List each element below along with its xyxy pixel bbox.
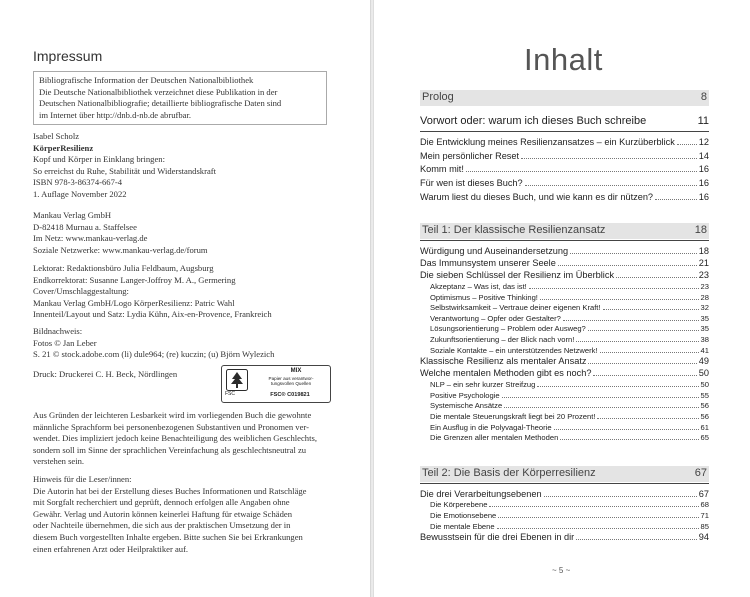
fsc-text	[254, 376, 328, 386]
hint-line: oder Nachteile übernehmen, die sich aus der praktischen Umsetzung der in	[33, 520, 291, 531]
toc-entry	[420, 164, 709, 174]
gender-note	[33, 410, 333, 468]
credits-line: Lektorat: Redaktionsbüro Julia Feldbaum, Augsburg	[33, 263, 214, 273]
page-number: ~ 5 ~	[552, 566, 571, 575]
toc-entry-label: Lösungsorientierung – Problem oder Ausweg?	[430, 324, 586, 334]
leader-dots	[655, 198, 697, 200]
fsc-tree-icon	[226, 369, 248, 391]
section-label: Vorwort oder: warum ich dieses Buch schreibe	[420, 115, 647, 127]
leader-dots	[489, 505, 698, 507]
fsc-code: FSC	[225, 391, 235, 397]
biblio-line: Deutschen Nationalbibliografie; detaillierte bibliografische Daten sind	[39, 98, 282, 109]
toc-entry	[420, 532, 709, 542]
book-info	[33, 131, 333, 201]
toc-entry	[420, 246, 709, 256]
toc-entry	[430, 511, 709, 520]
hint-line: mit Sorgfalt recherchiert und geprüft, dennoch erfolgen alle Angaben ohne	[33, 497, 290, 508]
gender-line: sondern soll im Sinne der sprachlichen Vereinfachung als geschlechtsneutral zu	[33, 444, 307, 455]
leader-dots	[525, 184, 697, 186]
toc-entry-label: Die drei Verarbeitungsebenen	[420, 489, 542, 499]
credits-line: Cover/Umschlaggestaltung:	[33, 286, 129, 297]
toc-entry	[430, 303, 709, 312]
fsc-text-line: Papier aus verantwor-	[268, 376, 314, 381]
toc-entry-label: Positive Psychologie	[430, 390, 500, 400]
toc-entry-label: Selbstwirksamkeit – Vertraue deiner eigenen Kraft!	[430, 303, 601, 313]
toc-entry-label: Die Entwicklung meines Resilienzansatzes – ein Kurzüberblick	[420, 137, 675, 147]
hint-line: Hinweis für die Leser/innen:	[33, 474, 132, 484]
toc-entry-label: Welche mentalen Methoden gibt es noch?	[420, 368, 592, 379]
leader-dots	[677, 143, 697, 145]
image-credits-line: Bildnachweis:	[33, 326, 83, 336]
toc-entry	[430, 391, 709, 400]
section-page: 11	[697, 115, 709, 127]
edition: 1. Auflage November 2022	[33, 188, 127, 199]
leader-dots	[497, 527, 699, 529]
toc-entry-page: 23	[700, 282, 709, 291]
leader-dots	[498, 516, 698, 518]
section-rule	[420, 483, 709, 484]
toc-entry	[420, 368, 709, 378]
leader-dots	[529, 287, 699, 289]
toc-entry-page: 49	[698, 356, 709, 367]
toc-entry	[430, 324, 709, 333]
toc-entry	[430, 401, 709, 410]
toc-entry-page: 28	[700, 292, 709, 302]
gender-line: verstehen sein.	[33, 456, 85, 467]
hint-line: Gewähr. Verlag und Autorin können keinerlei Haftung für etwaige Schäden	[33, 508, 293, 519]
toc-entry-label: Würdigung und Auseinandersetzung	[420, 246, 569, 256]
toc-entry-page: 16	[698, 164, 709, 175]
leader-dots	[502, 396, 699, 398]
left-page	[0, 0, 370, 597]
leader-dots	[563, 319, 699, 321]
image-credits-line: S. 21 © stock.adobe.com (li) dule964; (re) kuczin; (u) Björn Wylezich	[33, 349, 275, 360]
toc-entry-label: Soziale Kontakte – ein unterstützendes Netzwerk!	[430, 345, 598, 355]
book-subtitle-2: So erreichst du Ruhe, Stabilität und Widerstandskraft	[33, 165, 217, 176]
toc-entry	[430, 380, 709, 389]
toc-entry-label: Verantwortung – Opfer oder Gestalter?	[430, 313, 561, 323]
leader-dots	[593, 374, 696, 376]
toc-entry-page: 16	[698, 178, 709, 189]
leader-dots	[466, 170, 697, 172]
fsc-logo	[221, 365, 331, 403]
toc-entry-page: 35	[700, 324, 709, 334]
fsc-license: FSC® C019821	[270, 392, 310, 398]
toc-section-prolog	[420, 90, 709, 106]
toc-entry-page: 56	[700, 401, 709, 411]
toc-entry	[420, 489, 709, 499]
toc-entry-page: 67	[698, 489, 709, 499]
leader-dots	[597, 417, 698, 419]
section-page: 67	[694, 467, 707, 479]
hint-line: diesem Buch vorgestellten Inhalte ergeben. Bitte suchen Sie bei Erkrankungen	[33, 531, 303, 542]
toc-entry-label: Akzeptanz – Was ist, das ist!	[430, 282, 527, 291]
credits-line: Mankau Verlag GmbH/Logo KörperResilienz: Patric Wahl	[33, 297, 235, 308]
toc-entry-label: Mein persönlicher Reset	[420, 150, 520, 161]
credits-line: Innenteil/Layout und Satz: Lydia Kühn, Aix-en-Provence, Frankreich	[33, 309, 272, 320]
toc-entry-page: 71	[700, 510, 709, 520]
toc-entry-label: Das Immunsystem unserer Seele	[420, 258, 556, 268]
leader-dots	[544, 495, 697, 497]
biblio-line: Die Deutsche Nationalbibliothek verzeichnet diese Publikation in der	[39, 86, 278, 97]
toc-entry-label: NLP – ein sehr kurzer Streifzug	[430, 380, 536, 390]
toc-entry-page: 32	[700, 303, 709, 313]
toc-entry-page: 55	[700, 390, 709, 400]
leader-dots	[554, 428, 699, 430]
image-credits	[33, 326, 333, 361]
leader-dots	[603, 308, 699, 310]
toc-entry	[420, 356, 709, 366]
toc-entry	[420, 192, 709, 202]
gender-line: wendet. Dies impliziert jedoch keine Benachteiligung des weiblichen Geschlechts,	[33, 433, 317, 444]
biblio-line: Bibliografische Information der Deutschen Nationalbibliothek	[39, 75, 254, 85]
publisher-info	[33, 210, 333, 256]
gender-line: Aus Gründen der leichteren Lesbarkeit wird im vorliegenden Buch die gewohnte	[33, 410, 312, 420]
leader-dots	[576, 538, 697, 540]
toc-entry	[420, 270, 709, 280]
leader-dots	[588, 362, 696, 364]
gender-line: männliche Sprachform bei personenbezogenen Substantiven und Pronomen ver-	[33, 421, 309, 432]
image-credits-line: Fotos © Jan Leber	[33, 337, 97, 348]
biblio-info-box	[33, 71, 327, 125]
leader-dots	[537, 385, 698, 387]
toc-entry-label: Die Körperebene	[430, 500, 488, 509]
toc-entry-page: 94	[698, 532, 709, 543]
toc-entry-label: Zukunftsorientierung – der Blick nach vorn!	[430, 335, 575, 344]
fsc-mix: MIX	[290, 368, 302, 374]
toc-entry	[430, 282, 709, 291]
toc-entry-label: Systemische Ansätze	[430, 401, 503, 411]
book-title: KörperResilienz	[33, 142, 94, 153]
biblio-line: im Internet über http://dnb.d-nb.de abrufbar.	[39, 109, 192, 120]
toc-title: Inhalt	[524, 42, 603, 77]
section-label: Teil 1: Der klassische Resilienzansatz	[422, 224, 606, 236]
toc-entry-page: 56	[700, 412, 709, 421]
book-subtitle: Kopf und Körper in Einklang bringen:	[33, 154, 165, 165]
toc-entry-label: Die sieben Schlüssel der Resilienz im Überblick	[420, 270, 615, 280]
toc-entry-page: 21	[698, 258, 709, 268]
toc-entry	[420, 178, 709, 188]
section-label: Teil 2: Die Basis der Körperresilienz	[422, 467, 596, 479]
right-page	[374, 0, 750, 597]
impressum-title: Impressum	[33, 48, 103, 64]
toc-entry-label: Die mentale Steuerungskraft liegt bei 20 Prozent!	[430, 412, 596, 421]
leader-dots	[504, 406, 698, 408]
toc-entry	[430, 500, 709, 509]
toc-entry	[430, 433, 709, 442]
toc-entry-page: 65	[700, 433, 709, 443]
toc-section-teil1	[420, 223, 709, 239]
credits-line: Endkorrektorat: Susanne Langer-Joffroy M. A., Germering	[33, 274, 236, 285]
section-rule	[420, 131, 709, 132]
toc-entry	[430, 412, 709, 421]
leader-dots	[616, 276, 697, 278]
toc-entry-label: Für wen ist dieses Buch?	[420, 178, 523, 189]
section-page: 18	[694, 224, 707, 236]
leader-dots	[560, 438, 698, 440]
toc-entry-page: 18	[698, 246, 709, 256]
print-line: Druck: Druckerei C. H. Beck, Nördlingen	[33, 369, 178, 379]
toc-entry-page: 41	[700, 345, 709, 355]
toc-entry-label: Warum liest du dieses Buch, und wie kann es dir nützen?	[420, 191, 654, 202]
toc-entry-page: 85	[700, 521, 709, 531]
section-label: Prolog	[422, 91, 454, 103]
toc-entry-page: 61	[700, 422, 709, 432]
toc-entry-page: 50	[698, 368, 709, 379]
toc-entry-label: Optimismus – Positive Thinking!	[430, 292, 538, 302]
toc-entry-label: Bewusstsein für die drei Ebenen in dir	[420, 532, 575, 543]
toc-entry	[420, 258, 709, 268]
toc-entry	[430, 293, 709, 302]
toc-entry-label: Komm mit!	[420, 164, 464, 175]
toc-entry-page: 35	[700, 313, 709, 323]
leader-dots	[570, 252, 697, 254]
toc-entry	[430, 522, 709, 531]
leader-dots	[540, 298, 699, 300]
leader-dots	[521, 157, 697, 159]
toc-entry-page: 38	[700, 335, 709, 344]
toc-entry	[430, 314, 709, 323]
toc-section-teil2	[420, 466, 709, 482]
leader-dots	[558, 264, 697, 266]
toc-entry	[430, 423, 709, 432]
toc-entry	[420, 137, 709, 147]
toc-entry-label: Die mentale Ebene	[430, 521, 495, 531]
hint-line: einen erfahrenen Arzt oder Heilpraktiker auf.	[33, 543, 189, 554]
leader-dots	[588, 329, 699, 331]
fsc-text-line: tungsvollen Quellen	[270, 381, 312, 386]
toc-entry-page: 23	[698, 270, 709, 280]
toc-entry-page: 16	[698, 191, 709, 202]
section-rule	[420, 240, 709, 241]
reader-hint	[33, 474, 333, 555]
toc-entry-label: Ein Ausflug in die Polyvagal-Theorie	[430, 422, 552, 432]
toc-entry-label: Die Emotionsebene	[430, 510, 497, 520]
isbn: ISBN 978-3-86374-667-4	[33, 177, 123, 188]
hint-line: Die Autorin hat bei der Erstellung dieses Buches Informationen und Ratschläge	[33, 485, 307, 496]
toc-entry-page: 50	[700, 380, 709, 390]
toc-entry-label: Klassische Resilienz als mentaler Ansatz	[420, 356, 587, 367]
author-name: Isabel Scholz	[33, 131, 80, 141]
toc-entry	[420, 151, 709, 161]
toc-entry	[430, 335, 709, 344]
credits	[33, 263, 333, 321]
toc-section-vorwort	[420, 115, 709, 127]
toc-entry	[430, 346, 709, 355]
toc-entry-page: 68	[700, 500, 709, 509]
publisher-line: Soziale Netzwerke: www.mankau-verlag.de/forum	[33, 244, 208, 255]
publisher-line: D-82418 Murnau a. Staffelsee	[33, 221, 137, 232]
toc-entry-page: 12	[698, 137, 709, 147]
toc-entry-label: Die Grenzen aller mentalen Methoden	[430, 433, 559, 443]
section-page: 8	[700, 91, 707, 103]
leader-dots	[600, 351, 699, 353]
toc-entry-page: 14	[698, 150, 709, 161]
publisher-line: Im Netz: www.mankau-verlag.de	[33, 233, 148, 244]
leader-dots	[576, 340, 698, 342]
publisher-line: Mankau Verlag GmbH	[33, 210, 112, 220]
